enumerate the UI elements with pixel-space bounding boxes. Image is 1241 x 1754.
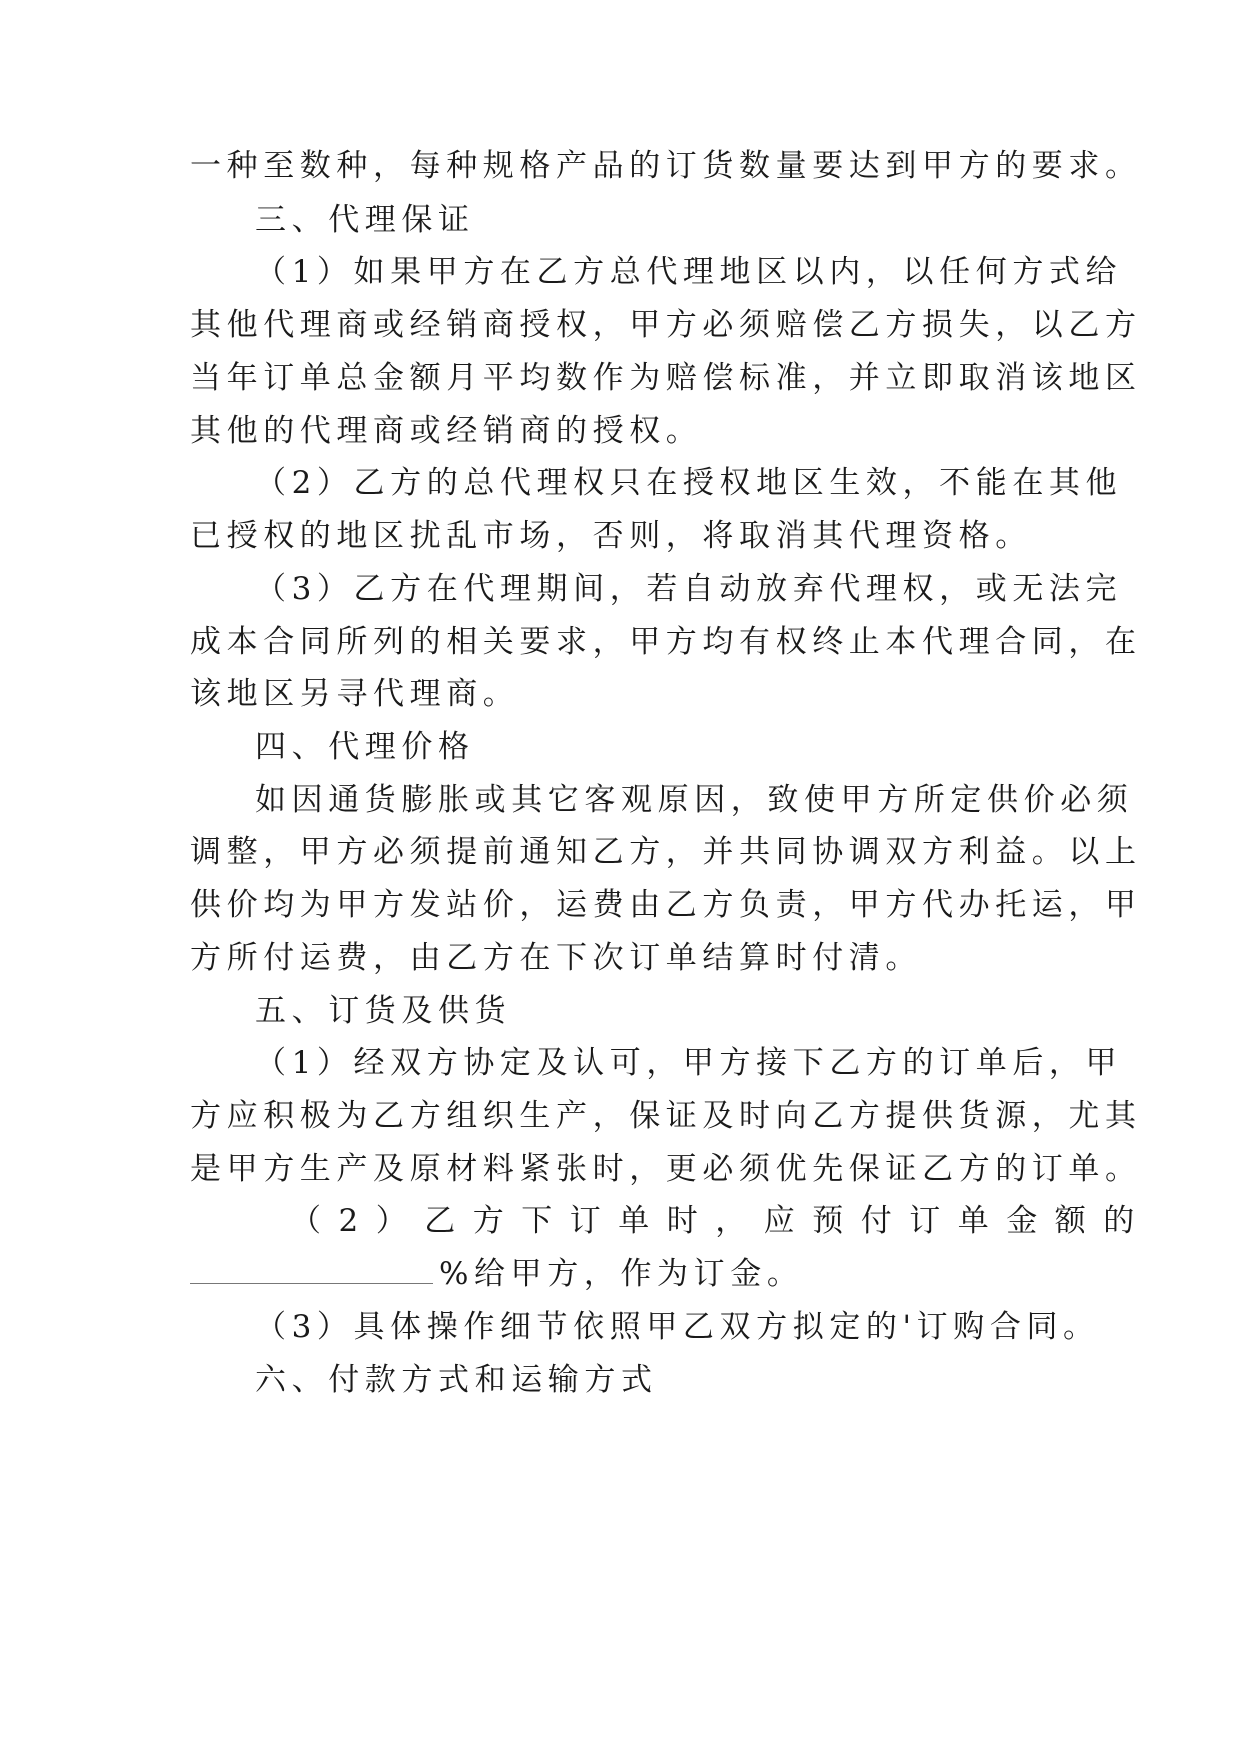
paragraph-line: 调整，甲方必须提前通知乙方，并共同协调双方利益。以上 [190,834,1142,870]
paragraph-line: （3）具体操作细节依照甲乙双方拟定的'订购合同。 [255,1309,1100,1345]
paragraph-line: 方应积极为乙方组织生产，保证及时向乙方提供货源，尤其 [190,1098,1142,1134]
paragraph-line: 已授权的地区扰乱市场，否则，将取消其代理资格。 [190,518,1032,554]
paragraph-line: 一种至数种，每种规格产品的订货数量要达到甲方的要求。 [190,148,1142,184]
section-heading: 五、订货及供货 [255,993,512,1029]
section-heading: 四、代理价格 [255,729,475,765]
section-heading: 六、付款方式和运输方式 [255,1362,658,1398]
paragraph-line: （2）乙方的总代理权只在授权地区生效，不能在其他 [255,465,1123,501]
paragraph-line: 该地区另寻代理商。 [190,676,520,712]
paragraph-line: 供价均为甲方发站价，运费由乙方负责，甲方代办托运，甲 [190,887,1142,923]
blank-suffix-text: %给甲方，作为订金。 [439,1256,804,1292]
paragraph-line: （1）如果甲方在乙方总代理地区以内，以任何方式给 [255,254,1123,290]
paragraph-line: 其他的代理商或经销商的授权。 [190,413,703,449]
paragraph-line: 当年订单总金额月平均数作为赔偿标准，并立即取消该地区 [190,360,1142,396]
paragraph-line: 其他代理商或经销商授权，甲方必须赔偿乙方损失，以乙方 [190,307,1142,343]
paragraph-line-with-blank [190,1254,803,1294]
fill-in-blank [190,1257,433,1284]
paragraph-line: 如因通货膨胀或其它客观原因，致使甲方所定供价必须 [255,782,1134,818]
paragraph-line: （1）经双方协定及认可，甲方接下乙方的订单后，甲 [255,1045,1123,1081]
paragraph-line: （3）乙方在代理期间，若自动放弃代理权，或无法完 [255,571,1123,607]
paragraph-line: （2）乙方下订单时，应预付订单金额的 [290,1203,1152,1239]
paragraph-line: 方所付运费，由乙方在下次订单结算时付清。 [190,940,922,976]
section-heading: 三、代理保证 [255,202,475,238]
paragraph-line: 成本合同所列的相关要求，甲方均有权终止本代理合同，在 [190,624,1142,660]
paragraph-line: 是甲方生产及原材料紧张时，更必须优先保证乙方的订单。 [190,1151,1142,1187]
